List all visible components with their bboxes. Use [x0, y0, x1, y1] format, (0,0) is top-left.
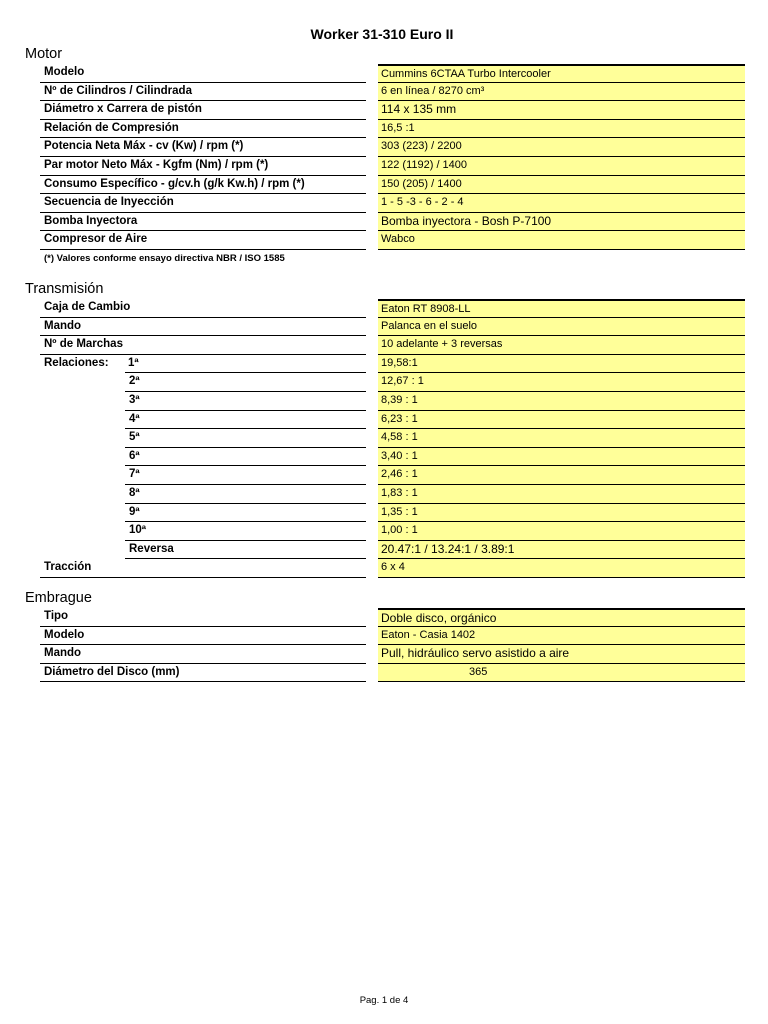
- spec-value: 6 en línea / 8270 cm³: [378, 83, 745, 102]
- spec-value: Cummins 6CTAA Turbo Intercooler: [378, 64, 745, 83]
- spec-value: Eaton RT 8908-LL: [378, 299, 745, 318]
- table-row: [0, 157, 768, 176]
- spec-label: Mando: [40, 318, 366, 337]
- table-row: [0, 608, 768, 627]
- gear-label: 1ª: [128, 356, 139, 369]
- table-row: [0, 429, 768, 448]
- gear-label: 9ª: [125, 504, 366, 523]
- table-row: [0, 64, 768, 83]
- gear-label: 8ª: [125, 485, 366, 504]
- spec-label: Mando: [40, 645, 366, 664]
- spec-value: 2,46 : 1: [378, 466, 745, 485]
- spec-label: Caja de Cambio: [40, 299, 366, 318]
- gear-label: 6ª: [125, 448, 366, 467]
- table-row: [0, 318, 768, 337]
- spec-value: 1,35 : 1: [378, 504, 745, 523]
- gear-label: 3ª: [125, 392, 366, 411]
- spec-label: Compresor de Aire: [40, 231, 366, 250]
- spec-value: Wabco: [378, 231, 745, 250]
- spec-value: 6,23 : 1: [378, 411, 745, 430]
- spec-value: 19,58:1: [378, 355, 745, 374]
- embrague-heading: Embrague: [25, 590, 92, 606]
- table-row: [0, 101, 768, 120]
- spec-label: Diámetro del Disco (mm): [40, 664, 366, 683]
- spec-label: Relación de Compresión: [40, 120, 366, 139]
- spec-value: 1 - 5 -3 - 6 - 2 - 4: [378, 194, 745, 213]
- spec-value: Bomba inyectora - Bosh P-7100: [378, 213, 745, 232]
- table-row: [0, 373, 768, 392]
- spec-label: Nº de Cilindros / Cilindrada: [40, 83, 366, 102]
- gear-label: 2ª: [125, 373, 366, 392]
- spec-label: Secuencia de Inyección: [40, 194, 366, 213]
- spec-label: Consumo Específico - g/cv.h (g/k Kw.h) / rpm (*): [40, 176, 366, 195]
- spec-label: Tipo: [40, 608, 366, 627]
- spec-value: 4,58 : 1: [378, 429, 745, 448]
- table-row: [0, 522, 768, 541]
- gear-label: 4ª: [125, 411, 366, 430]
- spec-value: 6 x 4: [378, 559, 745, 578]
- gear-label-cell: [125, 355, 366, 374]
- table-row: [0, 336, 768, 355]
- motor-heading: Motor: [25, 46, 63, 62]
- table-row: [0, 392, 768, 411]
- spec-value: 10 adelante + 3 reversas: [378, 336, 745, 355]
- spec-value: 8,39 : 1: [378, 392, 745, 411]
- table-row: [0, 664, 768, 683]
- gear-label: 10ª: [125, 522, 366, 541]
- gear-label: 7ª: [125, 466, 366, 485]
- spec-value: Doble disco, orgánico: [378, 608, 745, 627]
- spec-value: 3,40 : 1: [378, 448, 745, 467]
- table-row: [0, 466, 768, 485]
- spec-label: Bomba Inyectora: [40, 213, 366, 232]
- spec-value: Pull, hidráulico servo asistido a aire: [378, 645, 745, 664]
- table-row: [0, 176, 768, 195]
- spec-value: 12,67 : 1: [378, 373, 745, 392]
- table-row: [0, 138, 768, 157]
- spec-label: Modelo: [40, 627, 366, 646]
- spec-value: 1,00 : 1: [378, 522, 745, 541]
- spec-value: 16,5 :1: [378, 120, 745, 139]
- spec-value: 150 (205) / 1400: [378, 176, 745, 195]
- spec-value: Palanca en el suelo: [378, 318, 745, 337]
- table-row: [0, 448, 768, 467]
- spec-value: 114 x 135 mm: [378, 101, 745, 120]
- table-row: [0, 299, 768, 318]
- table-row: [0, 355, 768, 374]
- page-footer: Pag. 1 de 4: [359, 995, 409, 1006]
- table-row: [0, 83, 768, 102]
- table-row: [0, 559, 768, 578]
- spec-label: Par motor Neto Máx - Kgfm (Nm) / rpm (*): [40, 157, 366, 176]
- table-row: [0, 485, 768, 504]
- table-row: [0, 120, 768, 139]
- spec-value: 20.47:1 / 13.24:1 / 3.89:1: [378, 541, 745, 560]
- table-row: [0, 541, 768, 560]
- spec-label: Modelo: [40, 64, 366, 83]
- document-title: Worker 31-310 Euro II: [310, 26, 454, 42]
- spec-value: 122 (1192) / 1400: [378, 157, 745, 176]
- table-row: [0, 411, 768, 430]
- relaciones-label: Relaciones:: [44, 356, 109, 369]
- table-row: [0, 645, 768, 664]
- transmision-heading: Transmisión: [25, 281, 104, 297]
- spec-value: 365: [378, 664, 745, 683]
- spec-label: Potencia Neta Máx - cv (Kw) / rpm (*): [40, 138, 366, 157]
- spec-value: Eaton - Casia 1402: [378, 627, 745, 646]
- spec-label: Diámetro x Carrera de pistón: [40, 101, 366, 120]
- gear-label: 5ª: [125, 429, 366, 448]
- gear-label: Reversa: [125, 541, 366, 560]
- table-row: [0, 231, 768, 250]
- spec-label: Nº de Marchas: [40, 336, 366, 355]
- table-row: [0, 213, 768, 232]
- spec-value: 1,83 : 1: [378, 485, 745, 504]
- spec-value: 303 (223) / 2200: [378, 138, 745, 157]
- table-row: [0, 194, 768, 213]
- table-row: [0, 504, 768, 523]
- table-row: [0, 627, 768, 646]
- motor-footnote: (*) Valores conforme ensayo directiva NBR / ISO 1585: [44, 253, 285, 264]
- spec-label: Tracción: [40, 559, 366, 578]
